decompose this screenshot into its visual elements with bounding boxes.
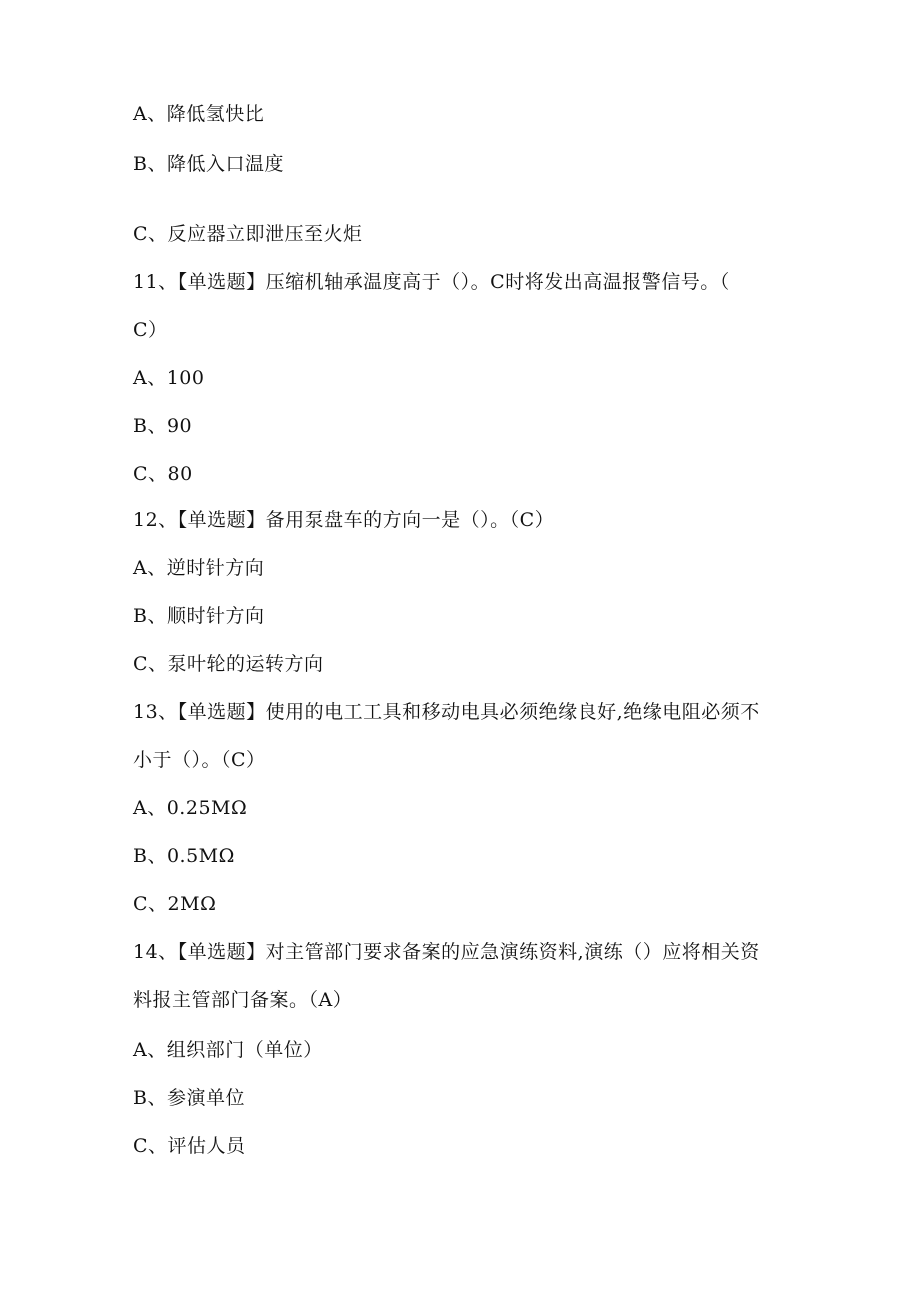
- q14-option-a: A、组织部门（单位）: [133, 1039, 323, 1061]
- q10-option-c: C、反应器立即泄压至火炬: [133, 223, 363, 245]
- q14-stem-line1: 14、【单选题】对主管部门要求备案的应急演练资料,演练（）应将相关资: [133, 941, 760, 963]
- q13-stem-line2: 小于（）。（C）: [133, 749, 266, 771]
- q12-option-a: A、逆时针方向: [133, 557, 265, 579]
- q10-option-a: A、降低氢快比: [133, 103, 265, 125]
- q11-stem-line1: 11、【单选题】压缩机轴承温度高于（）。C时将发出高温报警信号。（: [133, 271, 730, 293]
- q12-option-c: C、泵叶轮的运转方向: [133, 653, 324, 675]
- q14-option-c: C、评估人员: [133, 1135, 246, 1157]
- q12-option-b: B、顺时针方向: [133, 605, 265, 627]
- q13-option-c: C、2MΩ: [133, 893, 217, 915]
- q13-stem-line1: 13、【单选题】使用的电工工具和移动电具必须绝缘良好,绝缘电阻必须不: [133, 701, 760, 723]
- q11-stem-line2: C）: [133, 319, 168, 341]
- q12-stem: 12、【单选题】备用泵盘车的方向一是（）。（C）: [133, 509, 555, 531]
- q11-option-b: B、90: [133, 415, 193, 437]
- q13-option-b: B、0.5MΩ: [133, 845, 235, 867]
- q11-option-a: A、100: [133, 367, 205, 389]
- q13-option-a: A、0.25MΩ: [133, 797, 248, 819]
- q10-option-b: B、降低入口温度: [133, 153, 284, 175]
- q14-stem-line2: 料报主管部门备案。（A）: [133, 989, 353, 1011]
- q11-option-c: C、80: [133, 463, 193, 485]
- q14-option-b: B、参演单位: [133, 1087, 245, 1109]
